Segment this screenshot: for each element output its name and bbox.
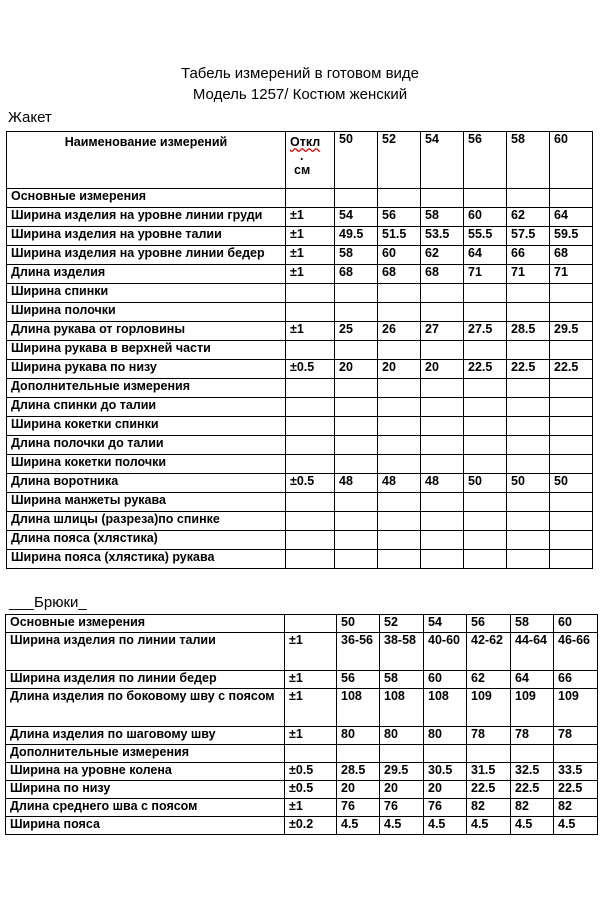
size-value-cell — [421, 550, 464, 569]
size-value-cell — [335, 379, 378, 398]
size-value-cell — [378, 303, 421, 322]
size-value-cell: 68 — [550, 246, 593, 265]
header-size-cell: 58 — [507, 132, 550, 189]
measurement-name-cell: Ширина рукава по низу — [7, 360, 286, 379]
size-value-cell — [507, 512, 550, 531]
size-value-cell: 109 — [554, 689, 598, 727]
tolerance-cell — [286, 531, 335, 550]
table-title: Табель измерений в готовом виде — [180, 65, 420, 82]
size-value-cell: 22.5 — [467, 781, 511, 799]
size-value-cell — [550, 493, 593, 512]
table-row — [7, 246, 593, 265]
size-value-cell — [421, 284, 464, 303]
tolerance-cell — [286, 455, 335, 474]
size-value-cell — [335, 531, 378, 550]
size-value-cell: 29.5 — [550, 322, 593, 341]
size-value-cell: 22.5 — [550, 360, 593, 379]
measurement-name-cell: Ширина изделия на уровне линии бедер — [7, 246, 286, 265]
size-value-cell: 48 — [421, 474, 464, 493]
size-value-cell — [507, 379, 550, 398]
measurement-name-cell: Ширина пояса — [6, 817, 285, 835]
size-value-cell — [335, 189, 378, 208]
size-value-cell — [464, 550, 507, 569]
tolerance-cell: ±0.2 — [285, 817, 337, 835]
size-value-cell: 64 — [511, 671, 554, 689]
measurement-name-cell: Ширина спинки — [7, 284, 286, 303]
size-value-cell — [378, 341, 421, 360]
size-value-cell — [464, 189, 507, 208]
size-value-cell — [464, 398, 507, 417]
tolerance-cell: ±1 — [285, 689, 337, 727]
model-title: Модель 1257/ Костюм женский — [192, 86, 408, 103]
tolerance-cell — [286, 189, 335, 208]
size-value-cell: 56 — [337, 671, 380, 689]
size-value-cell: 109 — [467, 689, 511, 727]
size-value-cell: 59.5 — [550, 227, 593, 246]
table-row — [7, 379, 593, 398]
tolerance-cell — [286, 398, 335, 417]
size-value-cell — [507, 436, 550, 455]
measurement-name-cell: Длина рукава от горловины — [7, 322, 286, 341]
size-value-cell: 49.5 — [335, 227, 378, 246]
measurement-name-cell: Основные измерения — [7, 189, 286, 208]
table-row — [7, 322, 593, 341]
size-value-cell: 54 — [335, 208, 378, 227]
size-value-cell: 20 — [380, 781, 424, 799]
table-row — [6, 671, 598, 689]
measurement-name-cell: Дополнительные измерения — [6, 745, 285, 763]
header-size-cell: 60 — [550, 132, 593, 189]
size-value-cell: 50 — [507, 474, 550, 493]
measurement-name-cell: Ширина по низу — [6, 781, 285, 799]
table-row — [7, 208, 593, 227]
size-value-cell: 82 — [511, 799, 554, 817]
tolerance-cell: ±1 — [285, 727, 337, 745]
size-value-cell: 4.5 — [554, 817, 598, 835]
table-row — [7, 417, 593, 436]
size-value-cell — [507, 417, 550, 436]
trousers-measurements-table — [5, 614, 598, 835]
size-value-cell — [378, 284, 421, 303]
size-value-cell — [378, 550, 421, 569]
size-value-cell: 20 — [424, 781, 467, 799]
measurement-name-cell: Длина изделия по боковому шву с поясом — [6, 689, 285, 727]
size-value-cell: 36-56 — [337, 633, 380, 671]
size-value-cell — [511, 745, 554, 763]
header-size-cell: 56 — [467, 615, 511, 633]
size-value-cell — [464, 341, 507, 360]
header-size-cell: 52 — [378, 132, 421, 189]
measurement-name-cell: Ширина кокетки спинки — [7, 417, 286, 436]
measurement-name-cell: Ширина изделия на уровне линии груди — [7, 208, 286, 227]
size-value-cell — [421, 341, 464, 360]
size-value-cell — [378, 398, 421, 417]
size-value-cell: 20 — [378, 360, 421, 379]
size-value-cell: 46-66 — [554, 633, 598, 671]
size-value-cell — [464, 531, 507, 550]
tolerance-cell: ±1 — [286, 246, 335, 265]
size-value-cell — [464, 512, 507, 531]
size-value-cell — [378, 417, 421, 436]
size-value-cell: 29.5 — [380, 763, 424, 781]
size-value-cell: 32.5 — [511, 763, 554, 781]
size-value-cell — [421, 493, 464, 512]
size-value-cell: 60 — [378, 246, 421, 265]
size-value-cell — [335, 512, 378, 531]
size-value-cell — [378, 436, 421, 455]
size-value-cell: 60 — [424, 671, 467, 689]
size-value-cell: 78 — [467, 727, 511, 745]
size-value-cell: 51.5 — [378, 227, 421, 246]
size-value-cell — [550, 455, 593, 474]
size-value-cell: 48 — [335, 474, 378, 493]
trousers-section-label: ___Брюки_ — [9, 594, 87, 611]
size-value-cell — [550, 398, 593, 417]
table-row — [6, 689, 598, 727]
tolerance-cell: ±1 — [286, 227, 335, 246]
table-row — [7, 265, 593, 284]
size-value-cell: 109 — [511, 689, 554, 727]
size-value-cell — [464, 417, 507, 436]
size-value-cell — [550, 284, 593, 303]
size-value-cell — [335, 398, 378, 417]
table-row — [7, 189, 593, 208]
size-value-cell — [335, 341, 378, 360]
jacket-measurements-table — [6, 131, 593, 569]
size-value-cell: 33.5 — [554, 763, 598, 781]
table-row — [7, 512, 593, 531]
size-value-cell — [464, 303, 507, 322]
size-value-cell: 4.5 — [424, 817, 467, 835]
size-value-cell — [335, 550, 378, 569]
measurement-name-cell: Длина воротника — [7, 474, 286, 493]
size-value-cell: 82 — [554, 799, 598, 817]
header-tolerance-cell — [286, 132, 335, 189]
size-value-cell: 78 — [554, 727, 598, 745]
size-value-cell — [550, 531, 593, 550]
size-value-cell: 53.5 — [421, 227, 464, 246]
table-row — [7, 531, 593, 550]
size-value-cell — [424, 745, 467, 763]
tolerance-cell — [286, 436, 335, 455]
size-value-cell: 22.5 — [464, 360, 507, 379]
measurement-name-cell: Ширина изделия на уровне талии — [7, 227, 286, 246]
header-size-cell: 50 — [337, 615, 380, 633]
header-name-cell: Основные измерения — [6, 615, 285, 633]
size-value-cell — [464, 436, 507, 455]
size-value-cell: 22.5 — [554, 781, 598, 799]
size-value-cell: 62 — [421, 246, 464, 265]
size-value-cell: 80 — [337, 727, 380, 745]
size-value-cell: 22.5 — [511, 781, 554, 799]
size-value-cell — [378, 531, 421, 550]
size-value-cell: 66 — [554, 671, 598, 689]
table-row — [7, 303, 593, 322]
size-value-cell: 20 — [335, 360, 378, 379]
size-value-cell — [507, 531, 550, 550]
tolerance-cell — [286, 379, 335, 398]
size-value-cell: 68 — [421, 265, 464, 284]
tolerance-cell: ±1 — [285, 671, 337, 689]
measurement-name-cell: Ширина изделия по линии талии — [6, 633, 285, 671]
measurement-name-cell: Длина полочки до талии — [7, 436, 286, 455]
tolerance-cell — [285, 745, 337, 763]
tolerance-cell: ±0.5 — [285, 763, 337, 781]
size-value-cell — [507, 455, 550, 474]
size-value-cell — [335, 303, 378, 322]
size-value-cell: 108 — [337, 689, 380, 727]
size-value-cell — [335, 284, 378, 303]
size-value-cell — [550, 341, 593, 360]
table-row — [7, 360, 593, 379]
tolerance-cell: ±0.5 — [286, 360, 335, 379]
size-value-cell: 42-62 — [467, 633, 511, 671]
tolerance-label-1: Откл — [290, 135, 321, 149]
size-value-cell — [550, 379, 593, 398]
measurement-name-cell: Ширина манжеты рукава — [7, 493, 286, 512]
size-value-cell: 28.5 — [337, 763, 380, 781]
tolerance-cell: ±1 — [285, 633, 337, 671]
tolerance-cell — [286, 303, 335, 322]
tolerance-label-3: см — [294, 163, 311, 177]
size-value-cell: 20 — [421, 360, 464, 379]
size-value-cell: 64 — [550, 208, 593, 227]
table-row — [6, 633, 598, 671]
table-row — [6, 763, 598, 781]
size-value-cell — [335, 455, 378, 474]
size-value-cell — [335, 493, 378, 512]
size-value-cell — [421, 531, 464, 550]
size-value-cell: 80 — [380, 727, 424, 745]
size-value-cell: 27.5 — [464, 322, 507, 341]
table-row — [6, 745, 598, 763]
size-value-cell — [550, 189, 593, 208]
size-value-cell: 78 — [511, 727, 554, 745]
table-row — [6, 817, 598, 835]
size-value-cell: 4.5 — [380, 817, 424, 835]
size-value-cell: 71 — [464, 265, 507, 284]
size-value-cell: 22.5 — [507, 360, 550, 379]
size-value-cell: 62 — [467, 671, 511, 689]
size-value-cell — [550, 550, 593, 569]
size-value-cell — [378, 379, 421, 398]
size-value-cell — [378, 493, 421, 512]
jacket-header-row — [7, 132, 593, 189]
size-value-cell — [550, 436, 593, 455]
size-value-cell: 80 — [424, 727, 467, 745]
size-value-cell — [421, 189, 464, 208]
size-value-cell: 76 — [337, 799, 380, 817]
measurement-name-cell: Длина изделия по шаговому шву — [6, 727, 285, 745]
size-value-cell — [467, 745, 511, 763]
size-value-cell: 60 — [464, 208, 507, 227]
size-value-cell — [380, 745, 424, 763]
size-value-cell: 71 — [550, 265, 593, 284]
tolerance-cell — [286, 512, 335, 531]
size-value-cell: 82 — [467, 799, 511, 817]
size-value-cell: 62 — [507, 208, 550, 227]
tolerance-cell: ±1 — [286, 265, 335, 284]
header-size-cell: 56 — [464, 132, 507, 189]
size-value-cell — [507, 284, 550, 303]
size-value-cell: 68 — [335, 265, 378, 284]
size-value-cell: 71 — [507, 265, 550, 284]
size-value-cell — [378, 455, 421, 474]
table-row — [7, 398, 593, 417]
size-value-cell — [507, 341, 550, 360]
header-size-cell: 58 — [511, 615, 554, 633]
size-value-cell: 44-64 — [511, 633, 554, 671]
size-value-cell: 4.5 — [467, 817, 511, 835]
size-value-cell — [421, 303, 464, 322]
size-value-cell — [507, 493, 550, 512]
size-value-cell — [464, 379, 507, 398]
size-value-cell — [554, 745, 598, 763]
size-value-cell — [464, 284, 507, 303]
tolerance-cell — [286, 493, 335, 512]
size-value-cell — [507, 189, 550, 208]
size-value-cell — [337, 745, 380, 763]
size-value-cell: 40-60 — [424, 633, 467, 671]
size-value-cell: 4.5 — [337, 817, 380, 835]
measurement-name-cell: Длина спинки до талии — [7, 398, 286, 417]
size-value-cell: 50 — [464, 474, 507, 493]
size-value-cell — [378, 189, 421, 208]
table-row — [7, 227, 593, 246]
size-value-cell — [421, 379, 464, 398]
size-value-cell — [464, 455, 507, 474]
size-value-cell: 28.5 — [507, 322, 550, 341]
table-row — [7, 284, 593, 303]
tolerance-cell — [286, 284, 335, 303]
table-row — [7, 436, 593, 455]
measurement-name-cell: Ширина на уровне колена — [6, 763, 285, 781]
measurement-name-cell: Ширина рукава в верхней части — [7, 341, 286, 360]
size-value-cell: 50 — [550, 474, 593, 493]
size-value-cell: 64 — [464, 246, 507, 265]
size-value-cell: 27 — [421, 322, 464, 341]
tolerance-cell — [286, 341, 335, 360]
table-row — [7, 474, 593, 493]
size-value-cell — [421, 436, 464, 455]
size-value-cell — [421, 455, 464, 474]
size-value-cell — [335, 436, 378, 455]
table-row — [6, 799, 598, 817]
table-row — [6, 781, 598, 799]
table-row — [7, 341, 593, 360]
header-name-cell: Наименование измерений — [7, 132, 286, 189]
measurement-name-cell: Ширина пояса (хлястика) рукава — [7, 550, 286, 569]
measurement-name-cell: Ширина кокетки полочки — [7, 455, 286, 474]
measurement-name-cell: Ширина полочки — [7, 303, 286, 322]
size-value-cell: 56 — [378, 208, 421, 227]
header-size-cell: 54 — [421, 132, 464, 189]
size-value-cell — [464, 493, 507, 512]
header-size-cell: 52 — [380, 615, 424, 633]
table-row — [7, 550, 593, 569]
size-value-cell: 31.5 — [467, 763, 511, 781]
size-value-cell — [507, 398, 550, 417]
size-value-cell — [550, 303, 593, 322]
size-value-cell — [550, 512, 593, 531]
size-value-cell: 58 — [380, 671, 424, 689]
measurement-name-cell: Ширина изделия по линии бедер — [6, 671, 285, 689]
size-value-cell: 66 — [507, 246, 550, 265]
tolerance-label-2: . — [300, 149, 304, 163]
header-tolerance-cell — [285, 615, 337, 633]
tolerance-cell: ±1 — [286, 322, 335, 341]
measurement-name-cell: Длина пояса (хлястика) — [7, 531, 286, 550]
size-value-cell: 25 — [335, 322, 378, 341]
size-value-cell: 30.5 — [424, 763, 467, 781]
tolerance-cell: ±1 — [285, 799, 337, 817]
size-value-cell: 26 — [378, 322, 421, 341]
header-size-cell: 54 — [424, 615, 467, 633]
measurement-name-cell: Дополнительные измерения — [7, 379, 286, 398]
size-value-cell — [421, 417, 464, 436]
measurement-name-cell: Длина шлицы (разреза)по спинке — [7, 512, 286, 531]
jacket-section-label: Жакет — [8, 109, 52, 126]
trousers-header-row — [6, 615, 598, 633]
size-value-cell — [507, 550, 550, 569]
tolerance-cell — [286, 550, 335, 569]
size-value-cell: 58 — [335, 246, 378, 265]
size-value-cell: 55.5 — [464, 227, 507, 246]
tolerance-cell: ±1 — [286, 208, 335, 227]
table-row — [6, 727, 598, 745]
size-value-cell: 20 — [337, 781, 380, 799]
size-value-cell: 38-58 — [380, 633, 424, 671]
size-value-cell — [421, 512, 464, 531]
size-value-cell: 108 — [380, 689, 424, 727]
tolerance-cell — [286, 417, 335, 436]
size-value-cell — [421, 398, 464, 417]
size-value-cell — [378, 512, 421, 531]
tolerance-cell: ±0.5 — [286, 474, 335, 493]
measurement-name-cell: Длина среднего шва с поясом — [6, 799, 285, 817]
tolerance-cell: ±0.5 — [285, 781, 337, 799]
table-row — [7, 493, 593, 512]
measurement-name-cell: Длина изделия — [7, 265, 286, 284]
size-value-cell: 108 — [424, 689, 467, 727]
size-value-cell — [335, 417, 378, 436]
size-value-cell: 76 — [424, 799, 467, 817]
size-value-cell: 57.5 — [507, 227, 550, 246]
size-value-cell: 58 — [421, 208, 464, 227]
header-size-cell: 50 — [335, 132, 378, 189]
size-value-cell: 4.5 — [511, 817, 554, 835]
size-value-cell — [550, 417, 593, 436]
header-size-cell: 60 — [554, 615, 598, 633]
table-row — [7, 455, 593, 474]
size-value-cell: 48 — [378, 474, 421, 493]
size-value-cell: 68 — [378, 265, 421, 284]
size-value-cell — [507, 303, 550, 322]
size-value-cell: 76 — [380, 799, 424, 817]
